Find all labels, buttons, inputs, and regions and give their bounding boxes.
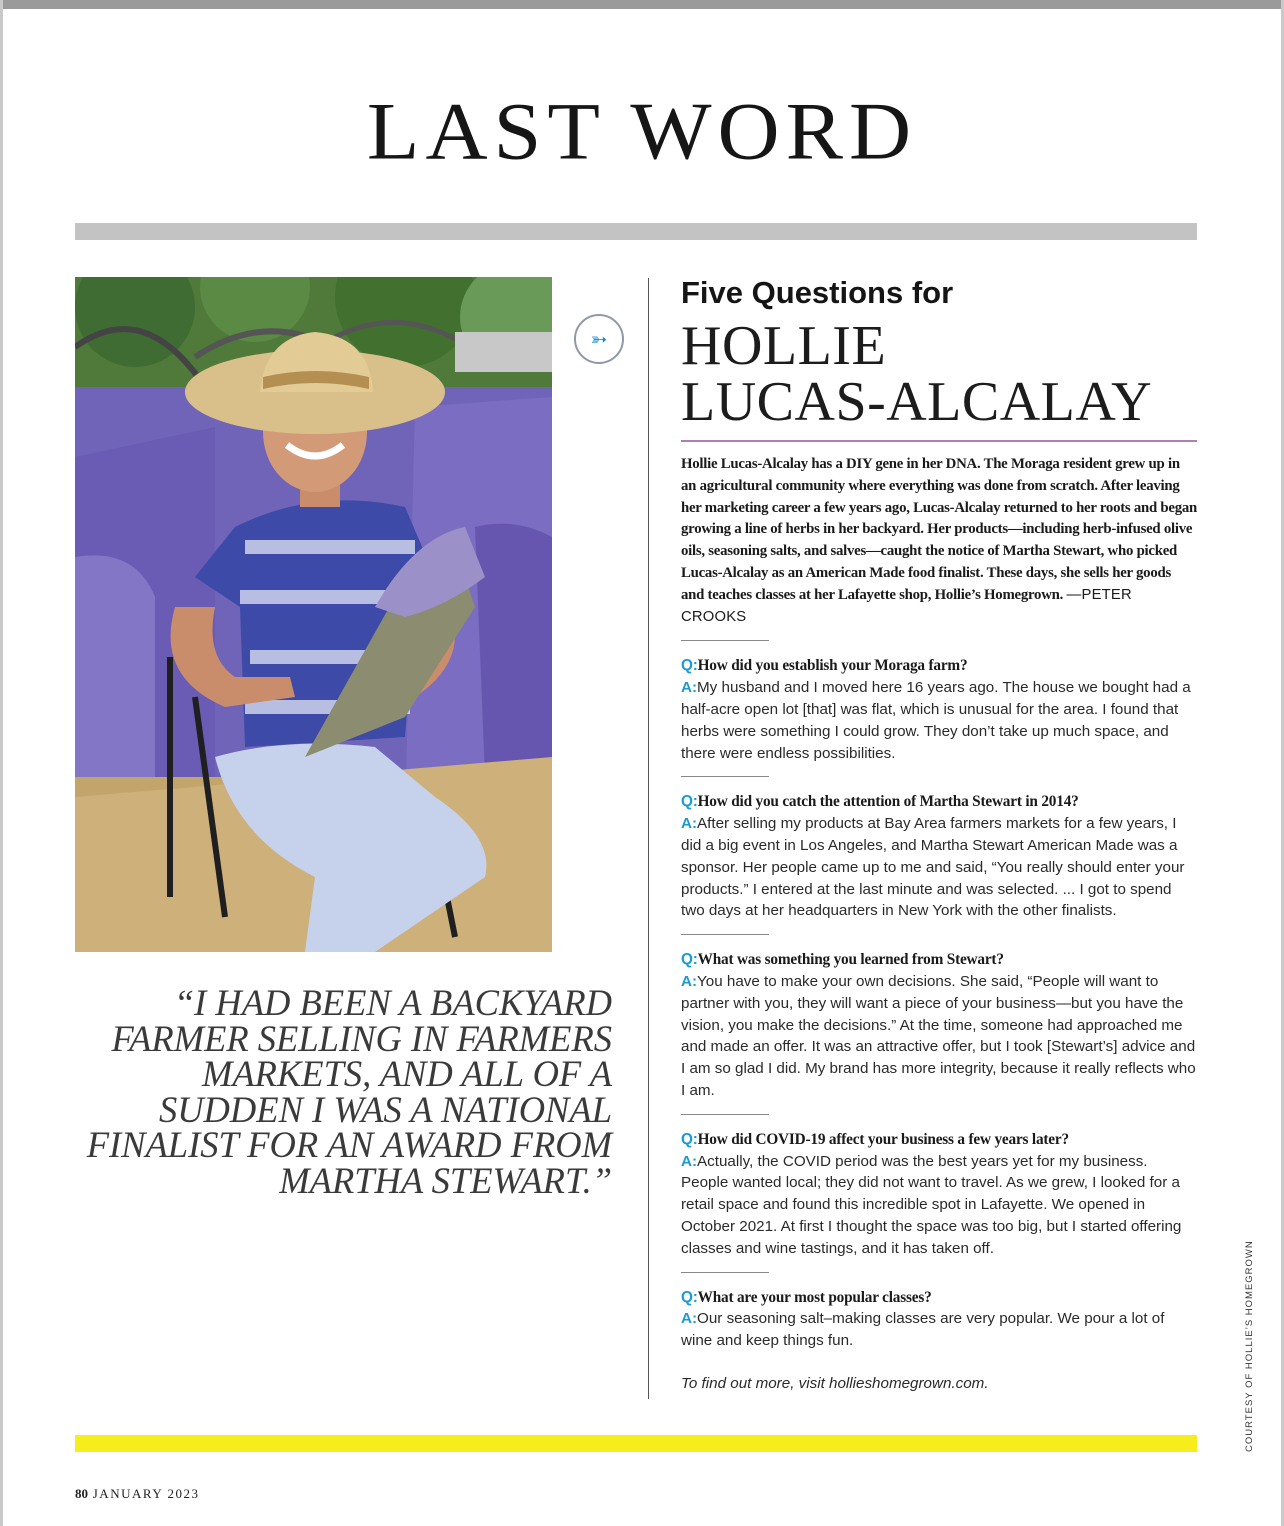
article-kicker: Five Questions for [681, 275, 954, 310]
portrait-illustration [75, 277, 552, 952]
qa-block [681, 949, 1197, 1102]
qa-rule [681, 776, 769, 777]
double-arrow-icon[interactable] [574, 314, 624, 364]
question [681, 949, 1197, 971]
qa-block [681, 791, 1197, 922]
qa-rule [681, 640, 769, 641]
footer-rule [75, 1435, 1197, 1452]
question-text: How did COVID-19 affect your business a few years later? [697, 1130, 1069, 1148]
answer [681, 971, 1197, 1102]
a-label: A: [681, 1310, 698, 1328]
question-text: What was something you learned from Stewart? [697, 951, 1004, 969]
page-frame-top [0, 0, 1284, 9]
question [681, 655, 1197, 677]
q-label: Q: [681, 657, 698, 675]
q-label: Q: [681, 951, 698, 969]
answer-text: Actually, the COVID period was the best years yet for my business. People wanted local; they did not want to travel. As we grew, I looked for a retail space and found this incredible spot in Lafayette. We opened in October 2021. At first I thought the space was too big, but I started offering classes and wine tastings, and it has taken off. [681, 1152, 1182, 1257]
portrait-photo [75, 277, 552, 952]
page-frame-left [0, 0, 3, 1526]
byline: —PETER CROOKS [681, 586, 1132, 625]
answer-text: My husband and I moved here 16 years ago. The house we bought had a half-acre open lot [that] was flat, which is unusual for the area. I found that herbs were something I could grow. They don’t take up much space, and there were endless possibilities. [681, 679, 1191, 762]
article-intro [681, 454, 1197, 628]
question-text: How did you catch the attention of Martha Stewart in 2014? [697, 793, 1079, 811]
qa-block [681, 1129, 1197, 1260]
page-folio [75, 1486, 199, 1502]
a-label: A: [681, 1152, 698, 1170]
article-body [681, 276, 1197, 1392]
question [681, 791, 1197, 813]
answer-text: Our seasoning salt–making classes are very popular. We pour a lot of wine and keep things fun. [681, 1310, 1165, 1350]
pull-quote: “I HAD BEEN A BACKYARD FARMER SELLING IN FARMERS MARKETS, AND ALL OF A SUDDEN I WAS A NATIONAL FINALIST FOR AN AWARD FROM MARTHA STEWART.” [86, 982, 612, 1201]
answer-text: You have to make your own decisions. She said, “People will want to partner with you, they will want a piece of your business—but you have the vision, you make the decisions.” At the time, someone had approached me and made an offer. It was an attractive offer, but I took [Stewart’s] advice and I am so glad I did. My brand has more integrity, because it really reflects who I am. [681, 972, 1196, 1099]
column-divider [648, 278, 649, 1399]
q-label: Q: [681, 1130, 698, 1148]
answer [681, 677, 1197, 764]
question-text: How did you establish your Moraga farm? [697, 657, 968, 675]
photo-credit-text: COURTESY OF HOLLIE’S HOMEGROWN [1244, 1240, 1255, 1452]
answer [681, 1308, 1197, 1352]
page-number: 80 [75, 1486, 88, 1501]
subject-name-line1: HOLLIE [681, 315, 887, 377]
double-arrow-glyph: ➳ [590, 327, 608, 351]
qa-rule [681, 1272, 769, 1273]
question [681, 1287, 1197, 1309]
masthead-rule [75, 223, 1197, 240]
a-label: A: [681, 815, 698, 833]
subject-name-line2: LUCAS-ALCALAY [681, 371, 1153, 433]
section-masthead: LAST WORD [366, 85, 918, 177]
question-text: What are your most popular classes? [697, 1288, 932, 1306]
answer [681, 1151, 1197, 1260]
answer-text: After selling my products at Bay Area farmers markets for a few years, I did a big event in Los Angeles, and Martha Stewart American Made was a sponsor. Her people came up to me and said, “You really should enter your products.” I entered at the last minute and was selected. ... I got to spend two days at her headquarters in New York with the other finalists. [681, 815, 1185, 920]
closing-line: To find out more, visit hollieshomegrown.com. [681, 1374, 989, 1392]
question [681, 1129, 1197, 1151]
intro-text: Hollie Lucas-Alcalay has a DIY gene in her DNA. The Moraga resident grew up in an agricultural community where everything was done from scratch. After leaving her marketing career a few years ago, Lucas-Alcalay returned to her roots and began growing a line of herbs in her backyard. Her products—including herb-infused olive oils, seasoning salts, and salves—caught the notice of Martha Stewart, who picked Lucas-Alcalay as an American Made food finalist. These days, she sells her goods and teaches classes at her Lafayette shop, Hollie’s Homegrown. [681, 456, 1197, 603]
qa-rule [681, 934, 769, 935]
qa-block [681, 1287, 1197, 1352]
qa-block [681, 655, 1197, 764]
q-label: Q: [681, 1288, 698, 1306]
answer [681, 813, 1197, 922]
q-label: Q: [681, 793, 698, 811]
qa-rule [681, 1114, 769, 1115]
issue-date: JANUARY 2023 [92, 1486, 200, 1501]
subject-name [681, 315, 1197, 433]
a-label: A: [681, 972, 698, 990]
a-label: A: [681, 679, 698, 697]
name-rule [681, 440, 1197, 442]
